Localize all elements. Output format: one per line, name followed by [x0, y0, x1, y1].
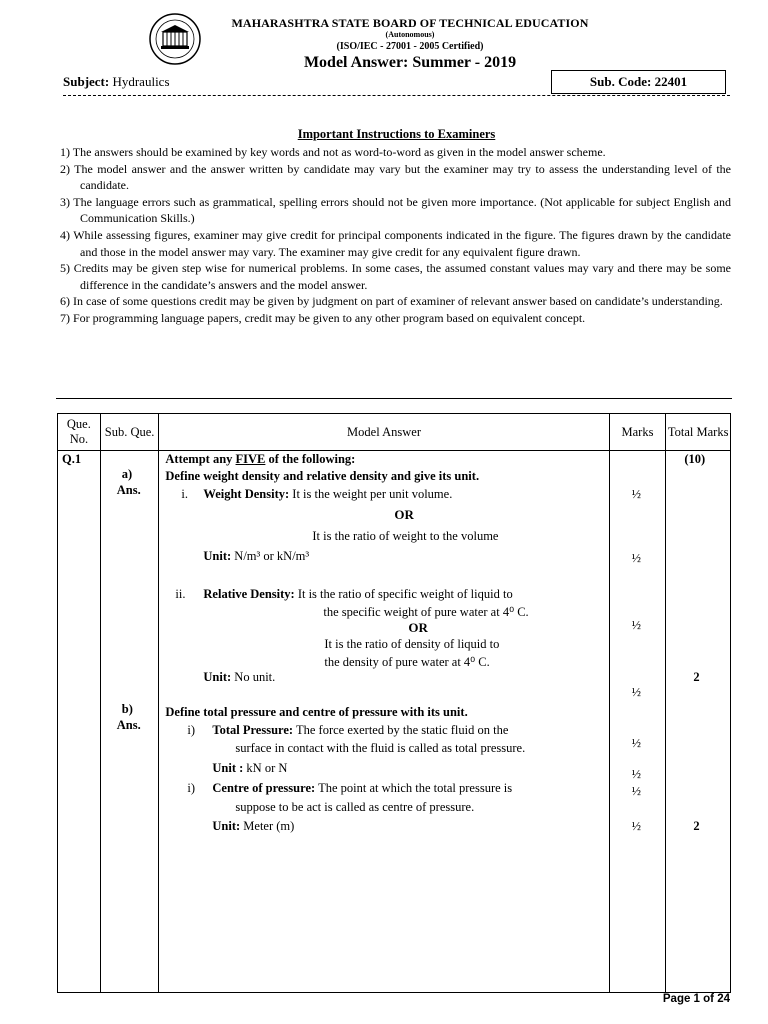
b-ii-text2: suppose to be act is called as centre of pressure.: [235, 800, 475, 814]
answer-table: [57, 413, 731, 993]
sub-code-box: Sub. Code: 22401: [551, 70, 726, 94]
mark-value: ½: [631, 487, 641, 501]
b-ii-unit: Meter (m): [243, 819, 295, 833]
attempt-suffix: of the following:: [265, 452, 356, 466]
a-ii-number: ii.: [175, 587, 186, 601]
dashed-divider: [63, 95, 730, 96]
question-a: Define weight density and relative density and give its unit.: [165, 469, 480, 483]
instruction-item: 4) While assessing figures, examiner may give credit for principal components indicated in the figure. The figures drawn by the candidate and those in the model answer may vary. The examiner may give credit for any equivalent figure drawn.: [60, 227, 731, 259]
attempt-prefix: Attempt any: [165, 452, 236, 466]
total-marks-a: 2: [693, 670, 700, 684]
sub-que-a-ans: Ans.: [116, 483, 141, 497]
b-i-label: Total Pressure:: [212, 723, 294, 737]
a-i-alt: It is the ratio of weight to the volume: [312, 529, 499, 543]
instruction-item: 7) For programming language papers, credit may be given to any other program based on equivalent concept.: [60, 310, 586, 325]
b-i-unit: kN or N: [246, 761, 288, 775]
que-no-cell: [58, 451, 101, 993]
total-marks-q1: (10): [684, 452, 706, 466]
instructions-list: [60, 144, 731, 327]
sub-que-b: b): [121, 702, 133, 716]
a-i-unit-line: [203, 549, 309, 564]
a-ii-unit-line: [203, 670, 275, 685]
model-answer-cell: [159, 451, 609, 993]
total-marks-b: 2: [693, 819, 700, 833]
a-ii-alt2: the density of pure water at 4⁰ C.: [324, 655, 490, 669]
mark-value: ½: [631, 551, 641, 565]
attempt-instruction: [165, 452, 355, 467]
header-sub-que: Sub. Que.: [100, 414, 159, 451]
sub-que-b-ans: Ans.: [116, 718, 141, 732]
instruction-item: 1) The answers should be examined by key words and not as word-to-word as given in the model answer scheme.: [60, 145, 606, 159]
header-total-marks: Total Marks: [666, 414, 731, 451]
sub-que-cell: [100, 451, 159, 993]
a-ii-text1: It is the ratio of specific weight of liquid to: [297, 587, 513, 601]
sub-que-a: a): [121, 467, 133, 481]
total-marks-cell: [666, 451, 731, 993]
subject-line: [63, 74, 170, 90]
b-ii-unit-line: [212, 819, 294, 834]
instruction-item: 6) In case of some questions credit may be given by judgment on part of examiner of relevant answer based on candidate’s understanding.: [60, 294, 723, 309]
que-no: Q.1: [62, 452, 82, 466]
a-ii-label: Relative Density:: [203, 587, 295, 601]
instruction-item: 2) The model answer and the answer written by candidate may vary but the examiner may try to assess the understanding level of the candidate.: [60, 161, 731, 193]
b-i-unit-line: [212, 761, 287, 776]
table-row: [58, 451, 731, 993]
a-i-number: i.: [181, 487, 188, 501]
or-separator: OR: [394, 507, 414, 522]
b-i-unit-label: Unit :: [212, 761, 244, 775]
header-marks: Marks: [609, 414, 666, 451]
mark-value: ½: [631, 819, 641, 833]
a-ii-line: [203, 587, 512, 602]
marks-cell: [609, 451, 666, 993]
page-number: Page 1 of 24: [662, 993, 730, 1005]
document-title: Model Answer: Summer - 2019: [303, 54, 517, 71]
mark-value: ½: [631, 685, 641, 699]
b-i-text1: The force exerted by the static fluid on the: [295, 723, 509, 737]
b-ii-label: Centre of pressure:: [212, 781, 316, 795]
header-que-no: Que. No.: [58, 414, 101, 451]
subject-value: Hydraulics: [112, 74, 170, 89]
mark-value: ½: [631, 767, 641, 781]
attempt-five: FIVE: [235, 452, 266, 466]
table-header-row: [58, 414, 731, 451]
b-ii-line: [212, 781, 512, 796]
certification-label: (ISO/IEC - 27001 - 2005 Certified): [336, 41, 484, 52]
mark-value: ½: [631, 618, 641, 632]
subject-label: Subject:: [63, 74, 110, 89]
board-name: MAHARASHTRA STATE BOARD OF TECHNICAL EDUCATION: [231, 16, 589, 30]
b-i-number: i): [187, 723, 196, 737]
section-divider: [56, 398, 732, 399]
mark-value: ½: [631, 736, 641, 750]
or-separator-2: OR: [408, 620, 428, 635]
instructions-title: Important Instructions to Examiners: [297, 127, 496, 141]
b-i-line: [212, 723, 508, 738]
question-b: Define total pressure and centre of pressure with its unit.: [165, 705, 468, 719]
unit-label-3: Unit:: [212, 819, 241, 833]
autonomous-label: (Autonomous): [385, 30, 435, 39]
msbte-logo: [148, 12, 202, 66]
mark-value: ½: [631, 784, 641, 798]
a-ii-text2: the specific weight of pure water at 4⁰ C.: [323, 605, 529, 619]
unit-label-2: Unit:: [203, 670, 232, 684]
a-ii-alt1: It is the ratio of density of liquid to: [324, 637, 500, 651]
instruction-item: 3) The language errors such as grammatical, spelling errors should not be given more importance. (Not applicable for subject English and Communication Skills.): [60, 194, 731, 226]
a-i-text: It is the weight per unit volume.: [292, 487, 453, 501]
a-i-label: Weight Density:: [203, 487, 290, 501]
unit-label: Unit:: [203, 549, 232, 563]
a-i-unit: N/m³ or kN/m³: [234, 549, 310, 563]
b-i-text2: surface in contact with the fluid is called as total pressure.: [235, 741, 526, 755]
instruction-item: 5) Credits may be given step wise for numerical problems. In some cases, the assumed constant values may vary and there may be some difference in the candidate’s answers and the model answer.: [60, 261, 731, 292]
a-i-line: [203, 487, 452, 502]
b-ii-number: i): [187, 781, 196, 795]
b-ii-text1: The point at which the total pressure is: [318, 781, 513, 795]
header-model-answer: Model Answer: [159, 414, 609, 451]
a-ii-unit: No unit.: [234, 670, 276, 684]
